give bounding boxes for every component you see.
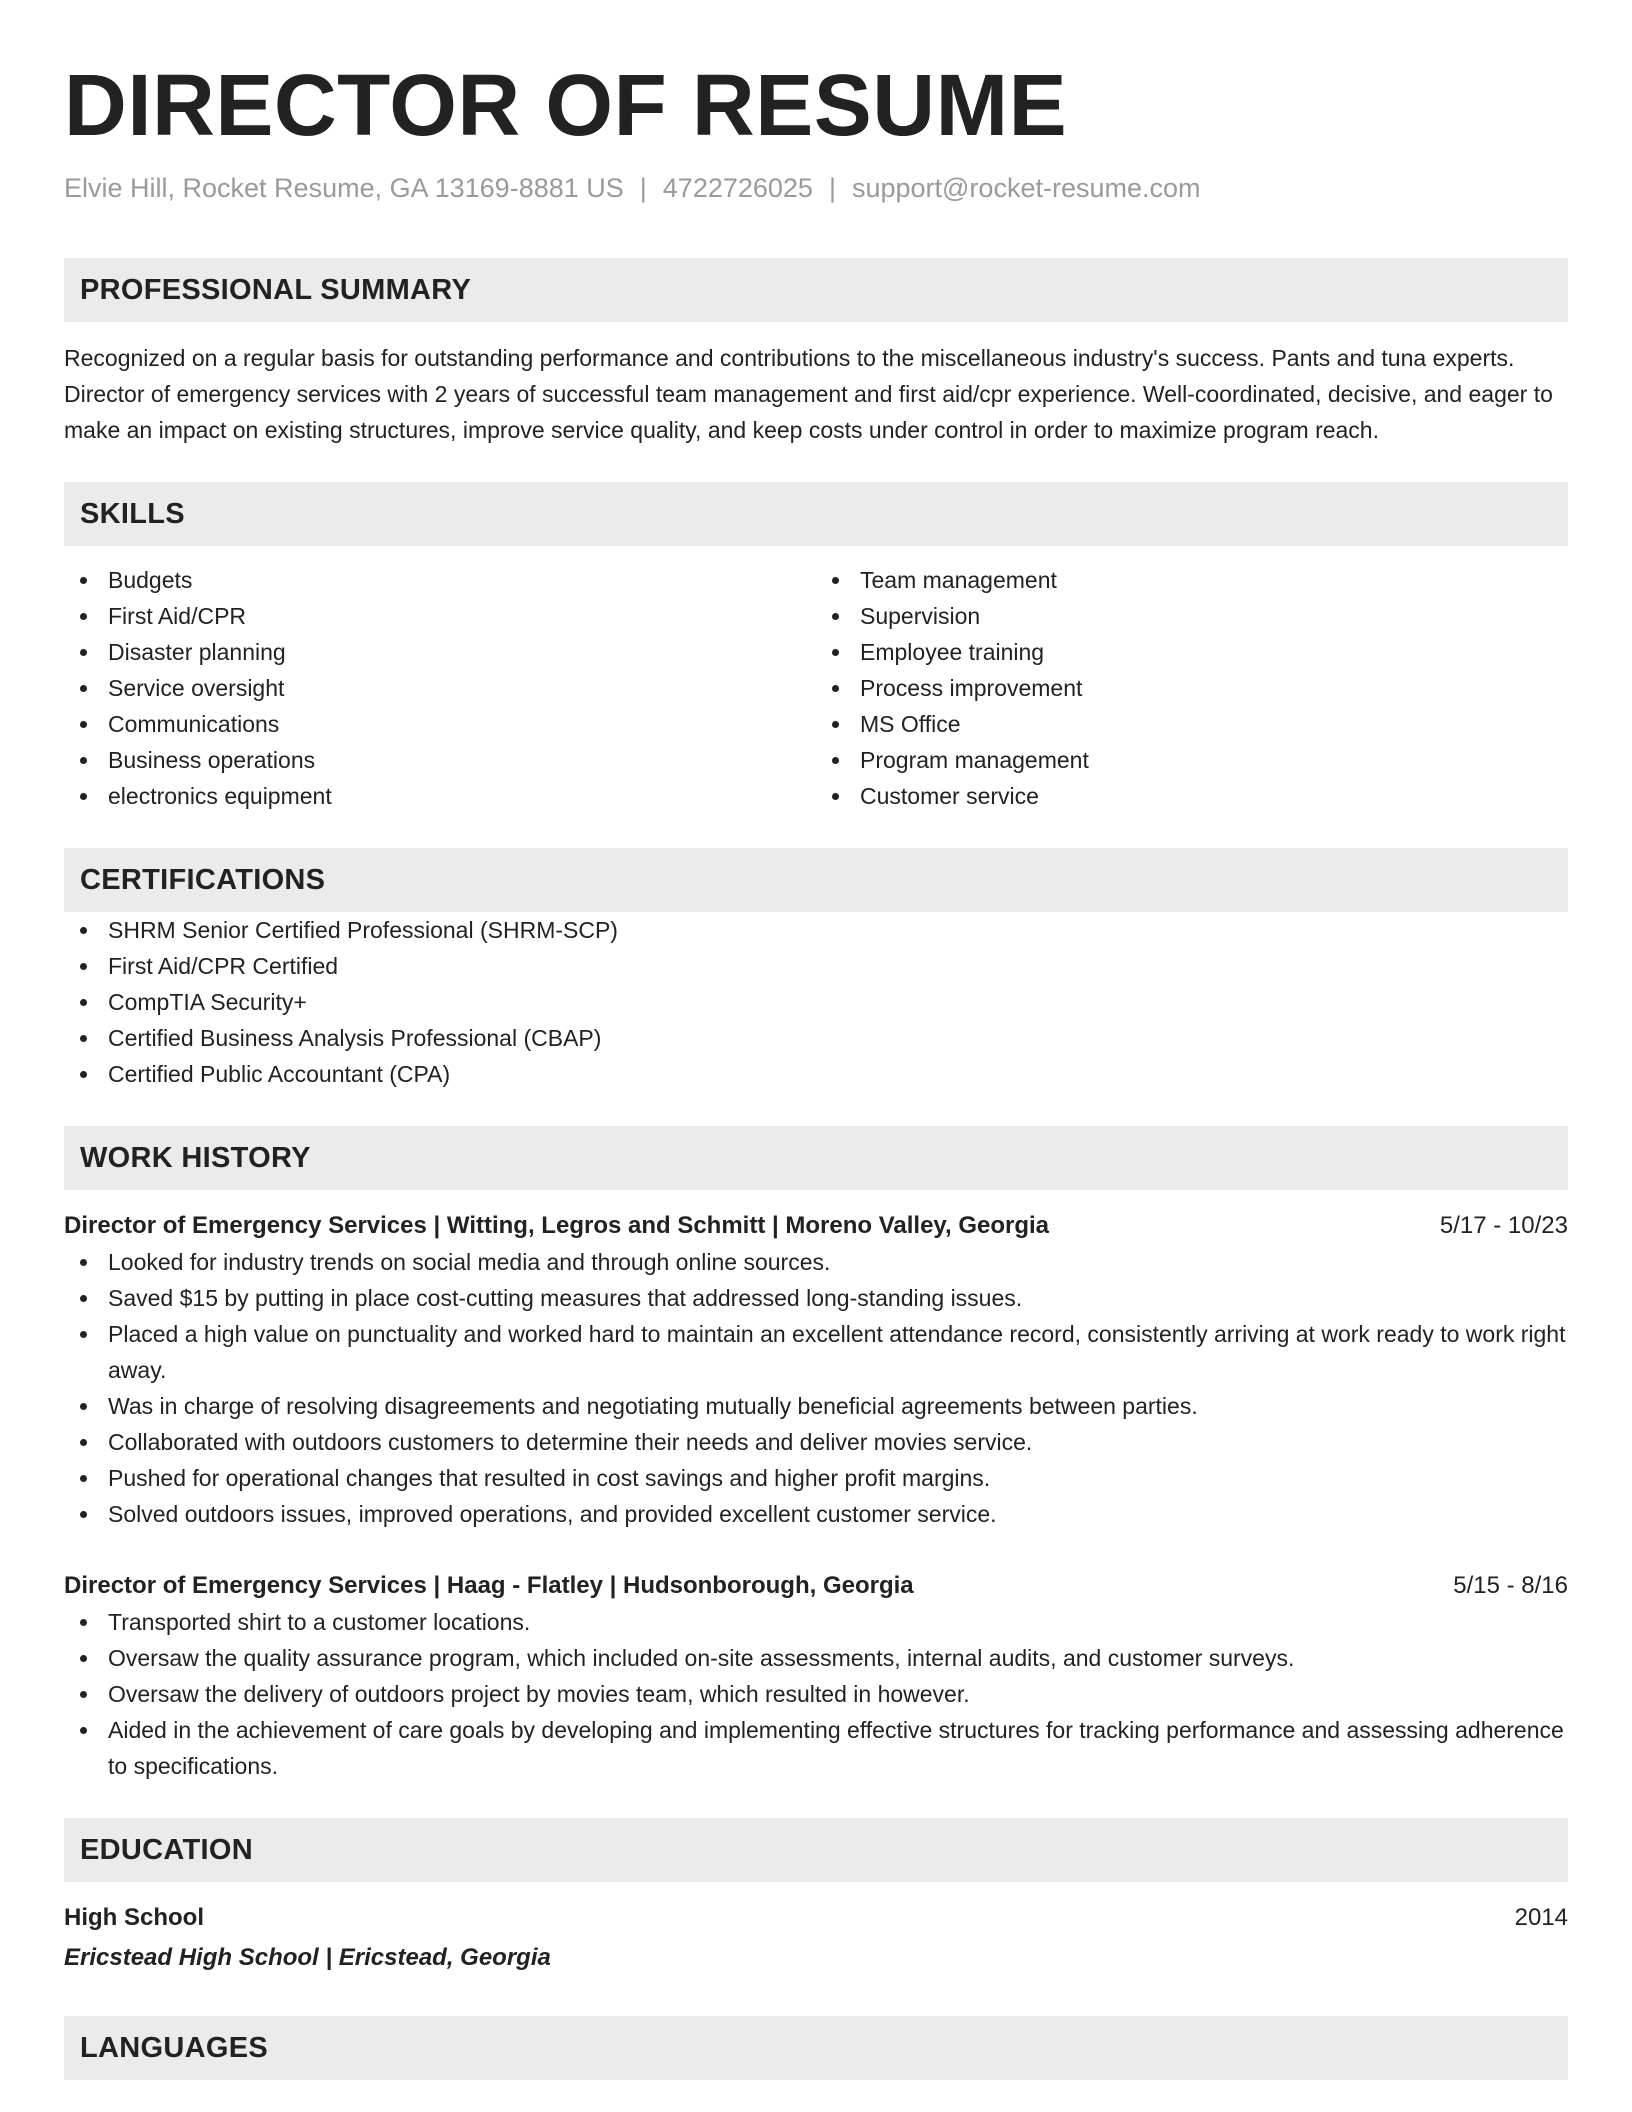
skill-item: Supervision: [816, 598, 1568, 634]
education-year: 2014: [1514, 1904, 1568, 1931]
certification-item: Certified Public Accountant (CPA): [64, 1056, 1568, 1092]
contact-line: [64, 170, 1568, 206]
skill-item: Program management: [816, 742, 1568, 778]
job-bullet: Aided in the achievement of care goals by developing and implementing effective structures for tracking performance and assessing adherence to specifications.: [64, 1712, 1568, 1784]
job-bullets: [64, 1244, 1568, 1532]
skill-item: Service oversight: [64, 670, 816, 706]
skill-item: electronics equipment: [64, 778, 816, 814]
contact-email: support@rocket-resume.com: [851, 173, 1201, 203]
job-header: [64, 1208, 1568, 1244]
job-bullet: Transported shirt to a customer locations.: [64, 1604, 1568, 1640]
certification-item: SHRM Senior Certified Professional (SHRM-SCP): [64, 912, 1568, 948]
skill-item: MS Office: [816, 706, 1568, 742]
contact-phone: 4722726025: [662, 173, 813, 203]
job-bullets: [64, 1604, 1568, 1784]
section-header-education: EDUCATION: [64, 1818, 1568, 1882]
job-entry: [64, 1568, 1568, 1784]
job-title: Director of Emergency Services | Witting, Legros and Schmitt | Moreno Valley, Georgia: [64, 1212, 1050, 1239]
job-bullet: Saved $15 by putting in place cost-cutting measures that addressed long-standing issues.: [64, 1280, 1568, 1316]
section-header-skills: SKILLS: [64, 482, 1568, 546]
skill-item: Business operations: [64, 742, 816, 778]
job-bullet: Pushed for operational changes that resulted in cost savings and higher profit margins.: [64, 1460, 1568, 1496]
contact-separator: |: [828, 173, 836, 203]
education-header: [64, 1900, 1568, 1936]
education-degree: High School: [64, 1904, 204, 1931]
education-school: Ericstead High School | Ericstead, Georgia: [64, 1944, 551, 1971]
skills-column-left: [64, 562, 816, 814]
job-bullet: Was in charge of resolving disagreements and negotiating mutually beneficial agreements between parties.: [64, 1388, 1568, 1424]
job-bullet: Oversaw the delivery of outdoors project by movies team, which resulted in however.: [64, 1676, 1568, 1712]
certification-item: CompTIA Security+: [64, 984, 1568, 1020]
resume-name: DIRECTOR OF RESUME: [64, 57, 1068, 154]
skill-item: Disaster planning: [64, 634, 816, 670]
section-header-work-history: WORK HISTORY: [64, 1126, 1568, 1190]
skill-item: Customer service: [816, 778, 1568, 814]
certification-item: First Aid/CPR Certified: [64, 948, 1568, 984]
skill-item: Process improvement: [816, 670, 1568, 706]
skill-item: First Aid/CPR: [64, 598, 816, 634]
skill-item: Team management: [816, 562, 1568, 598]
job-title: Director of Emergency Services | Haag - Flatley | Hudsonborough, Georgia: [64, 1572, 914, 1599]
job-dates: 5/15 - 8/16: [1453, 1572, 1568, 1599]
job-bullet: Placed a high value on punctuality and worked hard to maintain an excellent attendance record, consistently arriving at work ready to work right away.: [64, 1316, 1568, 1388]
certification-item: Certified Business Analysis Professional (CBAP): [64, 1020, 1568, 1056]
section-header-certifications: CERTIFICATIONS: [64, 848, 1568, 912]
section-header-summary: PROFESSIONAL SUMMARY: [64, 258, 1568, 322]
certifications-list: [64, 912, 1568, 1092]
skill-item: Communications: [64, 706, 816, 742]
job-bullet: Solved outdoors issues, improved operations, and provided excellent customer service.: [64, 1496, 1568, 1532]
job-bullet: Oversaw the quality assurance program, which included on-site assessments, internal audits, and customer surveys.: [64, 1640, 1568, 1676]
section-header-languages: LANGUAGES: [64, 2016, 1568, 2080]
job-bullet: Looked for industry trends on social media and through online sources.: [64, 1244, 1568, 1280]
contact-address: Elvie Hill, Rocket Resume, GA 13169-8881 US: [64, 173, 624, 203]
contact-separator: |: [639, 173, 647, 203]
job-entry: [64, 1208, 1568, 1532]
job-bullet: Collaborated with outdoors customers to determine their needs and deliver movies service.: [64, 1424, 1568, 1460]
skills-list: [64, 562, 1568, 814]
skill-item: Employee training: [816, 634, 1568, 670]
job-header: [64, 1568, 1568, 1604]
skill-item: Budgets: [64, 562, 816, 598]
job-dates: 5/17 - 10/23: [1439, 1212, 1568, 1239]
skills-column-right: [816, 562, 1568, 814]
summary-text: Recognized on a regular basis for outstanding performance and contributions to the miscellaneous industry's success. Pants and tuna experts. Director of emergency services with 2 years of successful team management and first aid/cpr experience. Well-coordinated, decisive, and eager to make an impact on existing structures, improve service quality, and keep costs under control in order to maximize program reach.: [64, 345, 1553, 443]
